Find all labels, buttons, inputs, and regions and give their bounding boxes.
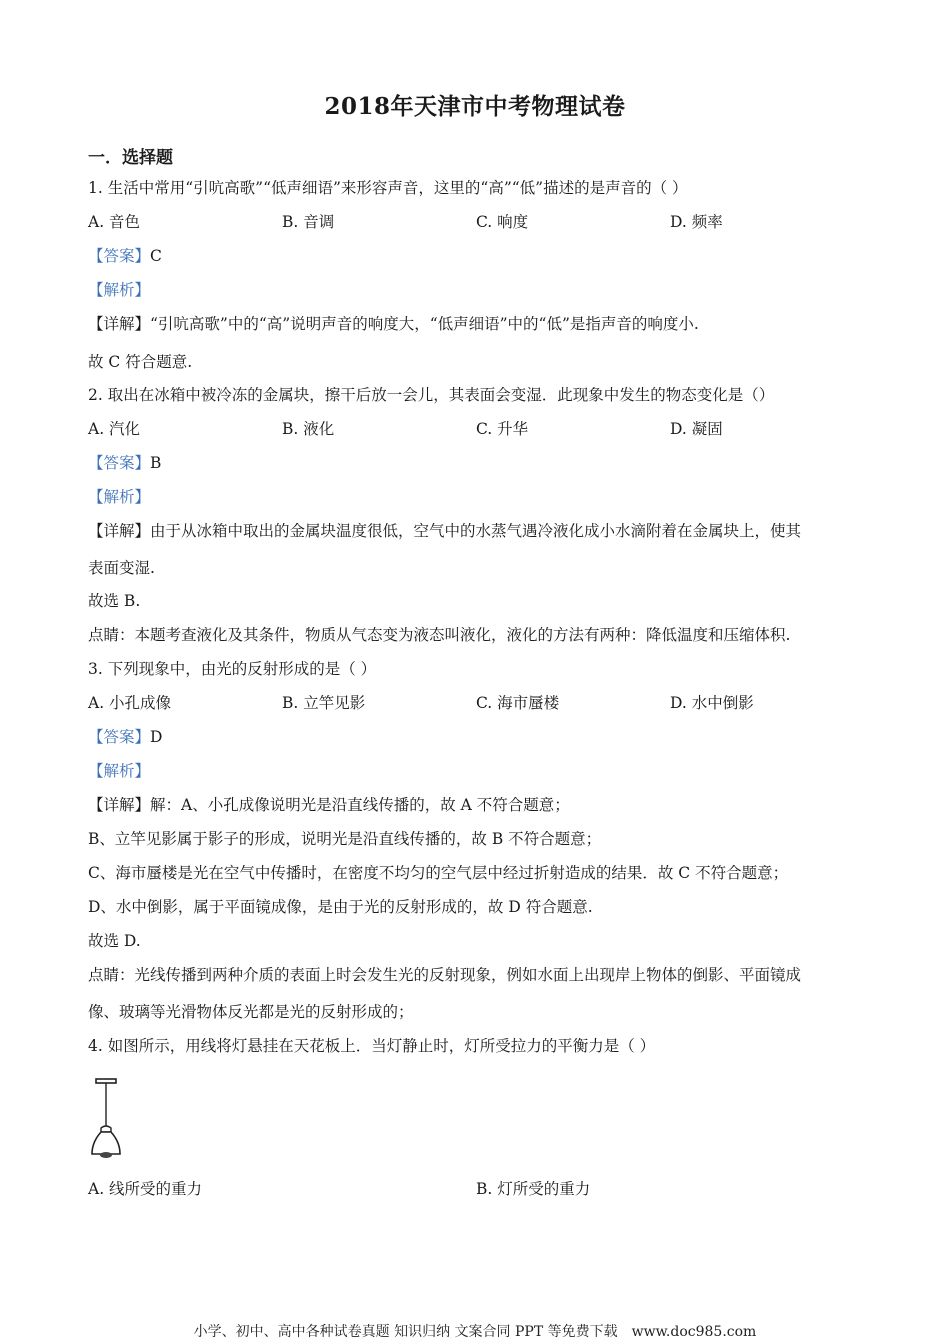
q2-answer [88, 453, 161, 473]
q2-stem: 2. 取出在冰箱中被冷冻的金属块，擦干后放一会儿，其表面会变湿．此现象中发生的物态变化是（） [88, 386, 775, 404]
q2-note: 点睛：本题考查液化及其条件，物质从气态变为液态叫液化，液化的方法有两种：降低温度和压缩体积. [88, 626, 791, 644]
q1-conclusion: 故 C 符合题意. [88, 353, 193, 371]
q2-option-a: A. 汽化 [88, 420, 141, 438]
answer-value: C [150, 247, 162, 265]
q3-note-2: 像、玻璃等光滑物体反光都是光的反射形成的； [88, 1003, 414, 1021]
q3-option-b: B. 立竿见影 [282, 694, 366, 712]
lamp-cap [101, 1126, 111, 1132]
lamp-shade [92, 1132, 120, 1154]
q1-stem: 1. 生活中常用“引吭高歌”“低声细语”来形容声音，这里的“高”“低”描述的是声音的（ ） [88, 179, 688, 197]
q3-stem: 3. 下列现象中，由光的反射形成的是（ ） [88, 660, 377, 678]
answer-tag: 【答案】 [88, 728, 151, 746]
q1-option-d: D. 频率 [670, 213, 723, 231]
q2-option-d: D. 凝固 [670, 420, 723, 438]
q3-analysis-tag: 【解析】 [88, 762, 151, 780]
q2-analysis-tag: 【解析】 [88, 488, 151, 506]
q2-option-c: C. 升华 [476, 420, 529, 438]
q3-detail-2: B、立竿见影属于影子的形成，说明光是沿直线传播的，故 B 不符合题意； [88, 830, 602, 848]
section-heading: 一．选择题 [88, 148, 173, 168]
q3-detail-1: 【详解】解：A、小孔成像说明光是沿直线传播的，故 A 不符合题意； [88, 796, 570, 814]
answer-tag: 【答案】 [88, 247, 151, 265]
q2-option-b: B. 液化 [282, 420, 335, 438]
answer-value: D [150, 728, 163, 746]
q1-option-c: C. 响度 [476, 213, 529, 231]
q4-stem: 4. 如图所示，用线将灯悬挂在天花板上．当灯静止时，灯所受拉力的平衡力是（ ） [88, 1037, 656, 1055]
q1-answer [88, 246, 162, 266]
q3-answer [88, 727, 162, 747]
q2-conclusion: 故选 B. [88, 592, 141, 610]
q3-option-d: D. 水中倒影 [670, 694, 754, 712]
q1-option-a: A. 音色 [88, 213, 141, 231]
q2-detail-1: 【详解】由于从冰箱中取出的金属块温度很低，空气中的水蒸气遇冷液化成小水滴附着在金属块上，使其 [88, 522, 802, 540]
footer-note: 小学、初中、高中各种试卷真题 知识归纳 文案合同 PPT 等免费下载 www.doc985.com [193, 1324, 757, 1340]
q1-analysis-tag: 【解析】 [88, 281, 151, 299]
hanging-lamp-figure [88, 1078, 124, 1160]
q1-option-b: B. 音调 [282, 213, 335, 231]
q3-note-1: 点睛：光线传播到两种介质的表面上时会发生光的反射现象，例如水面上出现岸上物体的倒影、平面镜成 [88, 966, 802, 984]
q4-option-b: B. 灯所受的重力 [476, 1180, 591, 1198]
answer-value: B [150, 454, 162, 472]
q1-detail: 【详解】“引吭高歌”中的“高”说明声音的响度大，“低声细语”中的“低”是指声音的响度小. [88, 315, 699, 333]
lamp-bulb [100, 1152, 112, 1158]
page-title: 2018年天津市中考物理试卷 [324, 93, 626, 120]
q4-option-a: A. 线所受的重力 [88, 1180, 203, 1198]
q3-option-c: C. 海市蜃楼 [476, 694, 560, 712]
answer-tag: 【答案】 [88, 454, 151, 472]
ceiling-mount [96, 1079, 116, 1083]
q2-detail-2: 表面变湿. [88, 559, 155, 577]
q3-detail-4: D、水中倒影，属于平面镜成像，是由于光的反射形成的，故 D 符合题意. [88, 898, 593, 916]
q3-option-a: A. 小孔成像 [88, 694, 172, 712]
q3-conclusion: 故选 D. [88, 932, 141, 950]
q3-detail-3: C、海市蜃楼是光在空气中传播时，在密度不均匀的空气层中经过折射造成的结果．故 C 不符合题意； [88, 864, 789, 882]
